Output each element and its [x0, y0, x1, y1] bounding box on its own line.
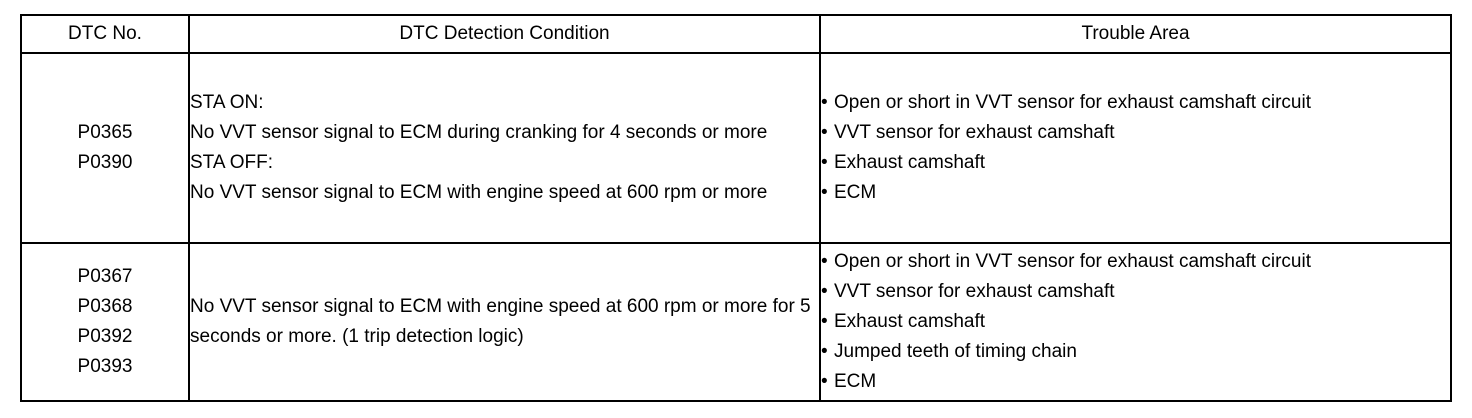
trouble-area-item	[821, 307, 1450, 337]
detection-condition-cell	[189, 53, 820, 243]
dtc-codes-cell	[21, 243, 189, 401]
dtc-codes-cell	[21, 53, 189, 243]
bullet-icon: •	[821, 152, 828, 173]
condition-line: STA ON:	[190, 92, 264, 113]
header-row	[21, 15, 1451, 53]
trouble-area-item	[821, 88, 1450, 118]
condition-line: No VVT sensor signal to ECM with engine speed at 600 rpm or more for 5 seconds or more. (1 trip detection logic)	[190, 296, 811, 347]
dtc-code: P0368	[77, 296, 133, 317]
bullet-icon: •	[821, 311, 828, 332]
table-row	[21, 243, 1451, 401]
bullet-icon: •	[821, 92, 828, 113]
detection-condition-cell	[189, 243, 820, 401]
trouble-area-text: Exhaust camshaft	[834, 311, 986, 332]
trouble-area-text: Exhaust camshaft	[834, 152, 986, 173]
bullet-icon: •	[821, 251, 828, 272]
trouble-area-item	[821, 178, 1450, 208]
condition-line: No VVT sensor signal to ECM during cranking for 4 seconds or more	[190, 122, 768, 143]
bullet-icon: •	[821, 281, 828, 302]
trouble-area-item	[821, 367, 1450, 397]
trouble-area-cell	[820, 243, 1451, 401]
header-trouble-area: Trouble Area	[820, 15, 1451, 53]
trouble-area-text: Jumped teeth of timing chain	[834, 341, 1077, 362]
dtc-table	[20, 14, 1452, 402]
bullet-icon: •	[821, 341, 828, 362]
trouble-area-item	[821, 337, 1450, 367]
bullet-icon: •	[821, 122, 828, 143]
trouble-area-text: VVT sensor for exhaust camshaft	[834, 281, 1115, 302]
header-dtc-no: DTC No.	[21, 15, 189, 53]
trouble-area-item	[821, 277, 1450, 307]
trouble-area-text: ECM	[834, 371, 877, 392]
dtc-code: P0365	[77, 122, 133, 143]
trouble-area-item	[821, 118, 1450, 148]
bullet-icon: •	[821, 182, 828, 203]
header-detection-condition: DTC Detection Condition	[189, 15, 820, 53]
dtc-code: P0390	[77, 152, 133, 173]
trouble-area-text: Open or short in VVT sensor for exhaust camshaft circuit	[834, 251, 1311, 272]
trouble-area-item	[821, 148, 1450, 178]
trouble-area-cell	[820, 53, 1451, 243]
dtc-code: P0367	[77, 266, 133, 287]
bullet-icon: •	[821, 371, 828, 392]
trouble-area-text: Open or short in VVT sensor for exhaust camshaft circuit	[834, 92, 1311, 113]
trouble-area-text: ECM	[834, 182, 877, 203]
condition-line: No VVT sensor signal to ECM with engine speed at 600 rpm or more	[190, 182, 768, 203]
dtc-code: P0392	[77, 326, 133, 347]
table-row	[21, 53, 1451, 243]
trouble-area-item	[821, 247, 1450, 277]
trouble-area-text: VVT sensor for exhaust camshaft	[834, 122, 1115, 143]
dtc-code: P0393	[77, 356, 133, 377]
condition-line: STA OFF:	[190, 152, 274, 173]
